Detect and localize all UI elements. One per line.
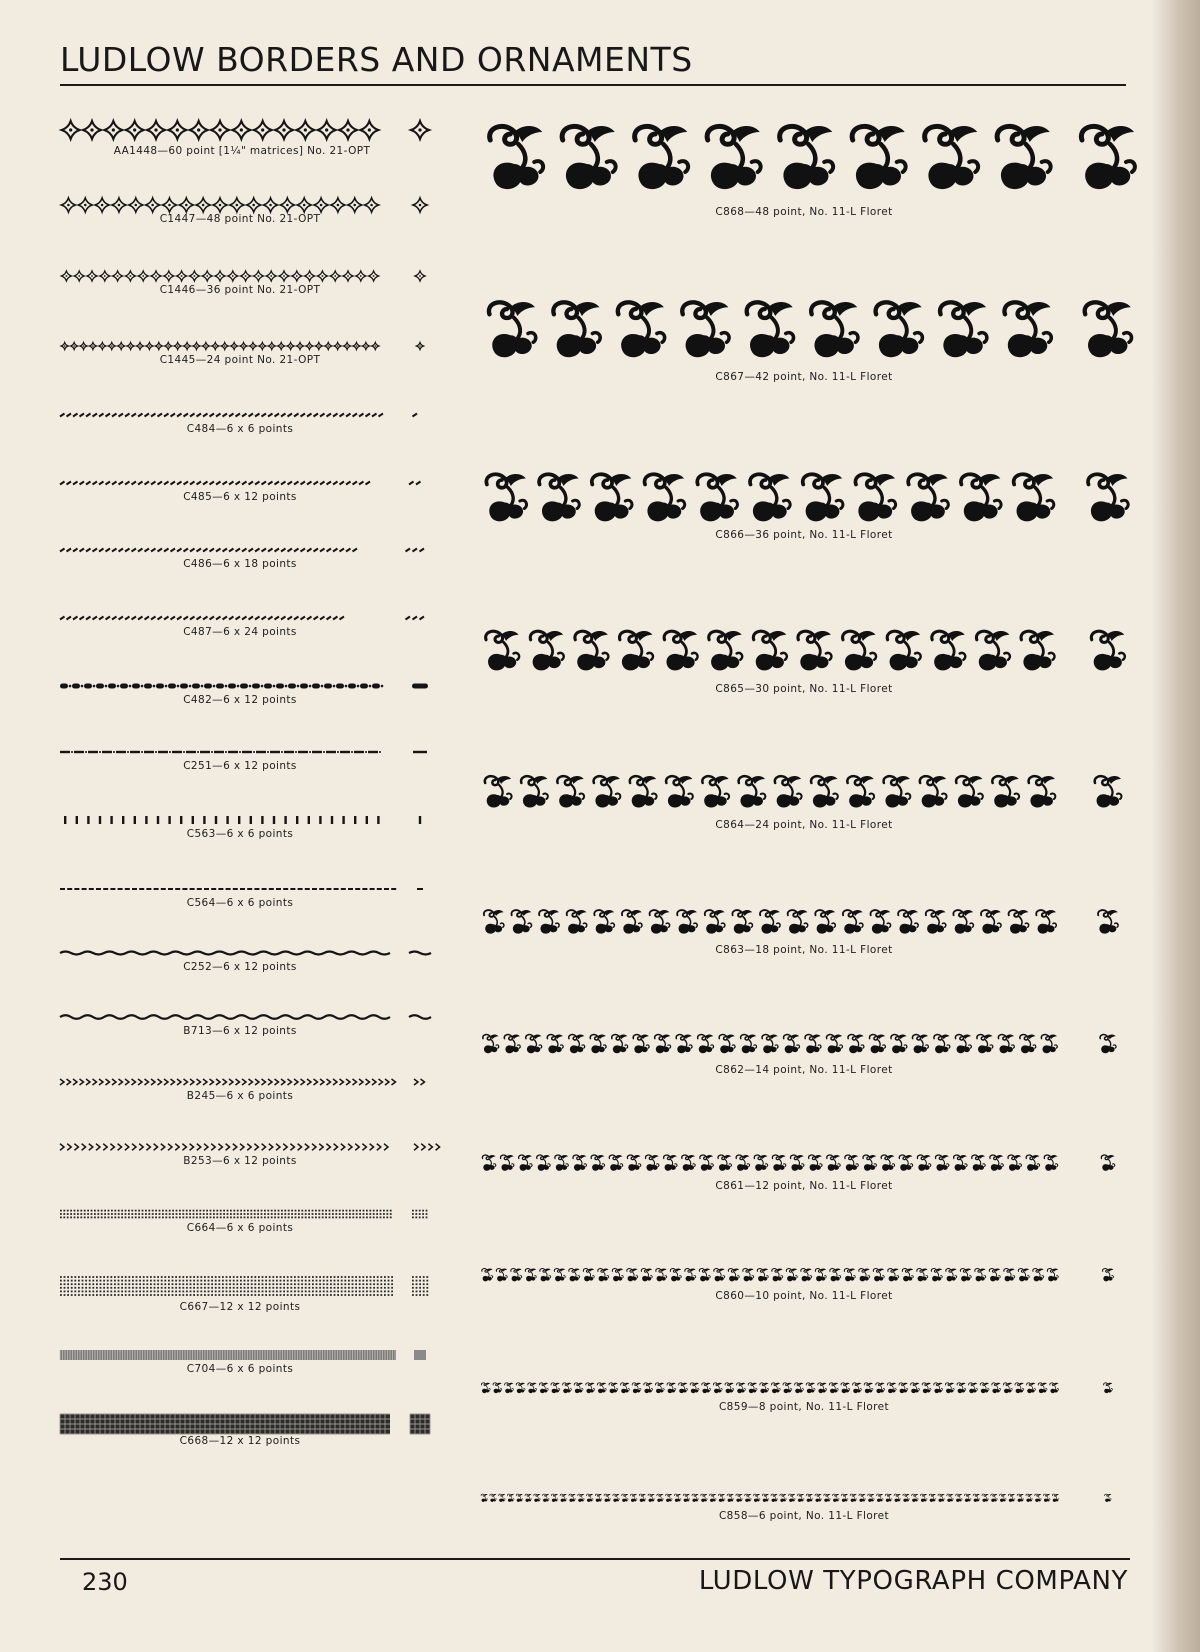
- floret-border-strip: [481, 1494, 1111, 1502]
- floret-border-strip: [482, 1155, 1114, 1171]
- floret-border-strip: [485, 776, 1122, 808]
- left-specimen-caption: B245—6 x 6 points: [186, 1090, 294, 1102]
- page-number: 230: [82, 1568, 128, 1596]
- left-specimen-caption: C484—6 x 6 points: [186, 423, 294, 435]
- left-specimen-caption: C486—6 x 18 points: [183, 558, 297, 570]
- left-specimen-caption: C487—6 x 24 points: [183, 626, 297, 638]
- publisher-name: LUDLOW TYPOGRAPH COMPANY: [698, 1566, 1128, 1596]
- floret-specimen-caption: C863—18 point, No. 11-L Floret: [715, 944, 893, 956]
- left-specimen-caption: C1446—36 point No. 21-OPT: [159, 284, 321, 296]
- left-specimen-caption: B713—6 x 12 points: [183, 1025, 297, 1037]
- left-specimen-caption: C485—6 x 12 points: [183, 491, 297, 503]
- left-specimen-caption: C668—12 x 12 points: [179, 1435, 301, 1447]
- floret-specimen-caption: C867—42 point, No. 11-L Floret: [715, 371, 893, 383]
- left-specimen-caption: B253—6 x 12 points: [183, 1155, 297, 1167]
- floret-border-strip: [481, 1383, 1112, 1393]
- floret-specimen-caption: C868—48 point, No. 11-L Floret: [715, 206, 893, 218]
- left-specimen-caption: C563—6 x 6 points: [186, 828, 294, 840]
- left-specimen-caption: C482—6 x 12 points: [183, 694, 297, 706]
- floret-border-strip: [486, 631, 1125, 670]
- left-specimen-caption: C252—6 x 12 points: [183, 961, 297, 973]
- floret-specimen-caption: C866—36 point, No. 11-L Floret: [715, 529, 893, 541]
- floret-border-strip: [486, 474, 1128, 521]
- left-specimen-caption: AA1448—60 point [1¼" matrices] No. 21-OPT: [113, 145, 371, 157]
- floret-border-strip: [484, 910, 1118, 934]
- floret-specimen-caption: C864—24 point, No. 11-L Floret: [715, 819, 893, 831]
- left-specimen-caption: C1447—48 point No. 21-OPT: [159, 213, 321, 225]
- page-title: LUDLOW BORDERS AND ORNAMENTS: [60, 40, 693, 79]
- footer-rule: [60, 1558, 1130, 1560]
- floret-border-strip: [482, 1269, 1114, 1282]
- left-specimen-caption: C664—6 x 6 points: [186, 1222, 294, 1234]
- floret-specimen-caption: C861—12 point, No. 11-L Floret: [715, 1180, 893, 1192]
- floret-specimen-caption: C859—8 point, No. 11-L Floret: [718, 1401, 890, 1413]
- floret-border-strip: [489, 302, 1132, 357]
- left-specimen-caption: C564—6 x 6 points: [186, 897, 294, 909]
- left-specimen-caption: C667—12 x 12 points: [179, 1301, 301, 1313]
- floret-specimen-caption: C858—6 point, No. 11-L Floret: [718, 1510, 890, 1522]
- floret-border-strip: [483, 1035, 1116, 1054]
- left-specimen-caption: C251—6 x 12 points: [183, 760, 297, 772]
- left-specimen-caption: C704—6 x 6 points: [186, 1363, 294, 1375]
- floret-border-strip: [490, 126, 1135, 189]
- floret-specimen-caption: C865—30 point, No. 11-L Floret: [715, 683, 893, 695]
- floret-specimen-caption: C862—14 point, No. 11-L Floret: [715, 1064, 893, 1076]
- left-specimen-caption: C1445—24 point No. 21-OPT: [159, 354, 321, 366]
- floret-specimen-caption: C860—10 point, No. 11-L Floret: [715, 1290, 893, 1302]
